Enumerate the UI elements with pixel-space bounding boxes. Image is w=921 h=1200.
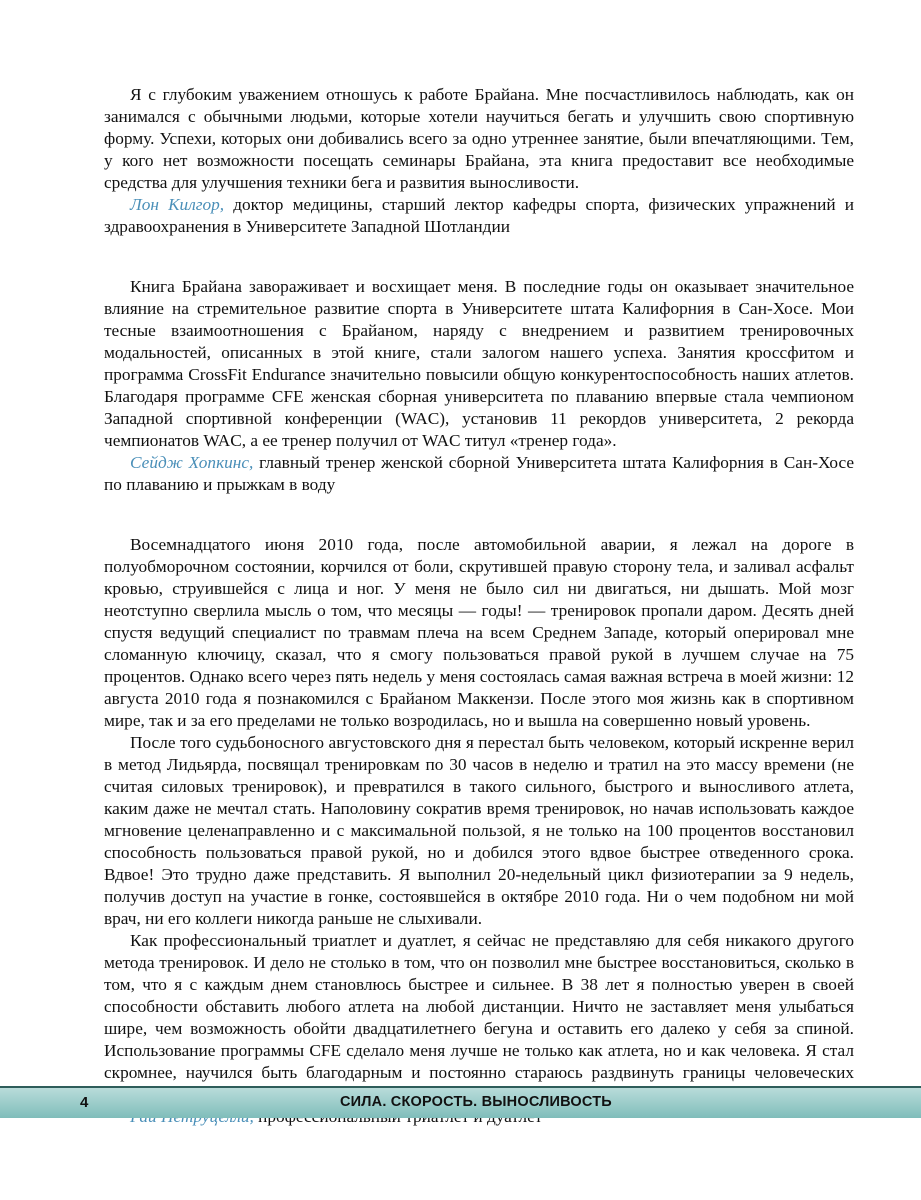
page-footer [0, 1086, 921, 1118]
testimonial-paragraph: Как профессиональный триатлет и дуатлет, я сейчас не представляю для себя никакого другого метода тренировок. И дело не столько в том, что он позволил мне быстрее восстановиться, сколько в том, что я с каждым днем становлюсь быстрее и сильнее. В 38 лет я полностью уверен в своей способности обставить любого атлета на любой дистанции. Ничто не заставляет меня улыбаться шире, чем возможность обойти двадцатилетнего бегуна и оставить его далеко у себя за спиной. Использование программы CFE сделало меня лучше не только как атлета, но и как человека. Я стал скромнее, научился быть благодарным и постоянно стараюсь раздвинуть границы человеческих [104, 931, 854, 1082]
testimonial-paragraph: Я с глубоким уважением отношусь к работе Брайана. Мне посчастливилось наблюдать, как он занимался с обычными людьми, которые хотели научиться бегать и улучшить свою спортивную форму. Успехи, которых они добивались всего за одно утреннее занятие, были впечатляющими. Тем, у кого нет возможности посещать семинары Брайана, эта книга предоставит все необходимые средства для улучшения техники бега и развития выносливости. [104, 85, 854, 192]
testimonial-petruzzelli [104, 534, 854, 1128]
testimonial-hopkins [104, 276, 854, 496]
running-title: СИЛА. СКОРОСТЬ. ВЫНОСЛИВОСТЬ [340, 1094, 612, 1110]
attribution [104, 452, 854, 496]
testimonial-paragraph: Книга Брайана завораживает и восхищает меня. В последние годы он оказывает значительное влияние на стремительное развитие спорта в Университете штата Калифорния в Сан-Хосе. Мои тесные взаимоотношения с Брайаном, наряду с внедрением и развитием тренировочных модальностей, описанных в этой книге, стали залогом нашего успеха. Занятия кроссфитом и программа CrossFit Endurance значительно повысили общую конкурентоспособность наших атлетов. Благодаря программе CFE женская сборная университета по плаванию впервые стала чемпионом Западной спортивной конференции (WAC), установив 11 рекордов университета, 2 рекорда чемпионатов WAC, а ее тренер получил от WAC титул «тренер года». [104, 277, 854, 450]
page-body [104, 84, 854, 1128]
testimonial-paragraph: Восемнадцатого июня 2010 года, после автомобильной аварии, я лежал на дороге в полуобморочном состоянии, корчился от боли, скрутившей правую сторону тела, и заливал асфальт кровью, струившейся с лица и ног. У меня не было сил ни двигаться, ни дышать. Мой мозг неотступно сверлила мысль о том, что месяцы — годы! — тренировок пропали даром. Десять дней спустя ведущий специалист по травмам плеча на всем Среднем Западе, который оперировал мне сломанную ключицу, сказал, что я смогу пользоваться правой рукой в лучшем случае на 75 процентов. Однако всего через пять недель у меня состоялась самая важная встреча в моей жизни: 12 августа 2010 года я познакомился с Брайаном Маккензи. После этого моя жизнь как в спортивном мире, так и за его пределами не только возродилась, но и вышла на совершенно новый уровень. [104, 535, 854, 730]
attribution [104, 194, 854, 238]
author-name: Сейдж Хопкинс, [130, 453, 254, 472]
testimonial-paragraph: После того судьбоносного августовского дня я перестал быть человеком, который искренне верил в метод Лидьярда, посвящал тренировкам по 30 часов в неделю и тратил на это массу времени (не считая силовых тренировок), и превратился в такого сильного, быстрого и выносливого атлета, каким даже не мечтал стать. Наполовину сократив время тренировок, но начав использовать каждое мгновение целенаправленно и с максимальной пользой, я не только на 100 процентов восстановил способность пользоваться правой рукой, но и добился этого вдвое быстрее отведенного срока. Вдвое! Это трудно даже представить. Я выполнил 20-недельный цикл физиотерапии за 9 недель, получив доступ на участие в гонке, состоявшейся в октябре 2010 года. Ни о чем подобном ни мой врач, ни его коллеги никогда раньше не слыхивали. [104, 733, 854, 928]
author-role: доктор медицины, старший лектор кафедры спорта, физических упражнений и здравоохранения в Университете Западной Шотландии [104, 195, 854, 236]
author-name: Лон Килгор, [130, 195, 225, 214]
author-role: главный тренер женской сборной Университета штата Калифорния в Сан-Хосе по плаванию и прыжкам в воду [104, 453, 854, 494]
testimonial-kilgore [104, 84, 854, 238]
page-number: 4 [80, 1094, 89, 1111]
